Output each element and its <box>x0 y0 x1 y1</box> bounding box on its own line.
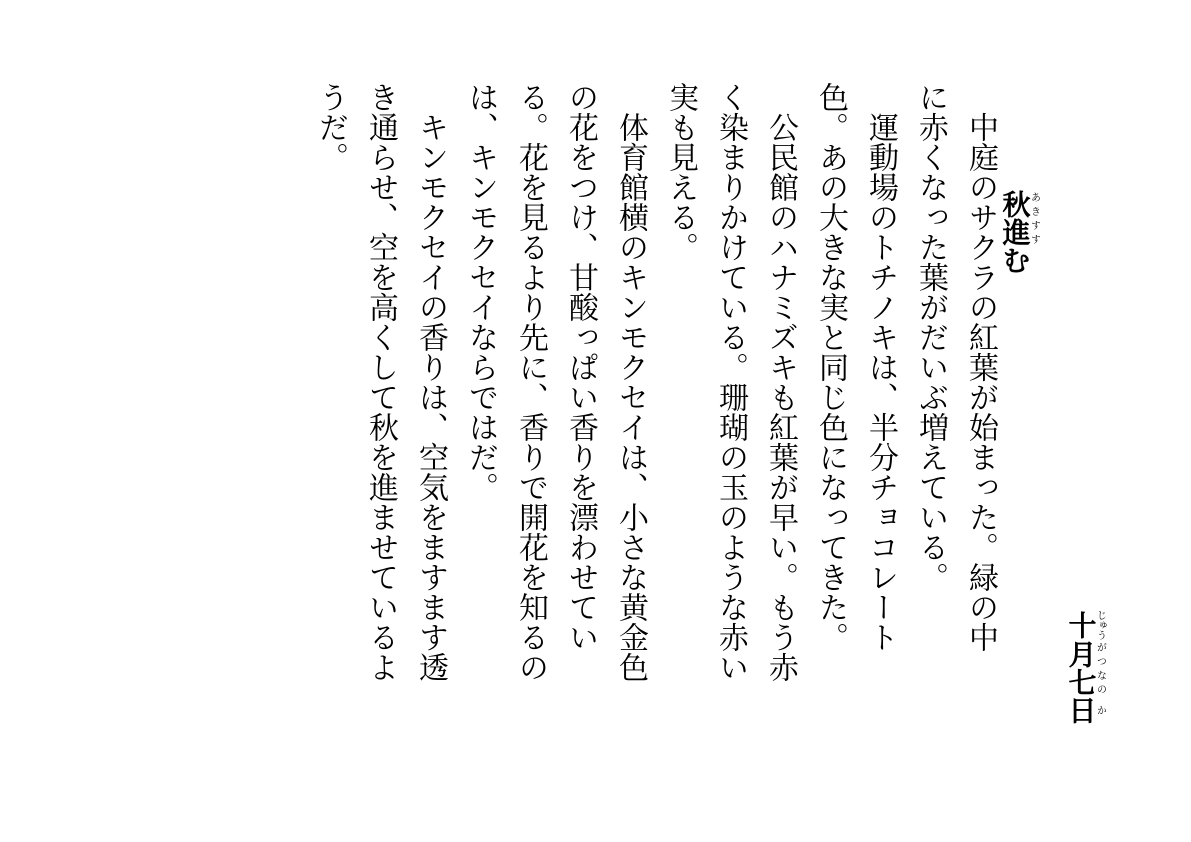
paragraph-1 <box>905 82 1005 782</box>
text-line: の花をつけ、甘酸っぱい香りを漂わせてい <box>563 82 598 652</box>
paragraph-5 <box>305 82 455 782</box>
date-month: 月がつ <box>1064 640 1106 668</box>
text-line: は、キンモクセイならではだ。 <box>463 82 498 502</box>
text-line: 実も見える。 <box>663 82 698 262</box>
text-line: うだ。 <box>313 82 348 172</box>
text-line: 運動場のトチノキは、半分チョコレート <box>863 112 898 652</box>
text-line: 公民館のハナミズキも紅葉が早い。もう赤 <box>763 112 798 682</box>
text-line: き通らせ、空を高くして秋を進ませているよ <box>363 82 398 682</box>
date-seven: 七なの <box>1064 668 1106 696</box>
paragraph-4 <box>455 82 655 782</box>
title-char-susu: 進すす <box>998 218 1040 246</box>
text-line: る。花を見るより先に、香りで開花を知るの <box>513 82 548 682</box>
date-day: 日か <box>1064 696 1106 724</box>
text-line: 体育館横のキンモクセイは、小さな黄金色 <box>613 112 648 682</box>
text-line: に赤くなった葉がだいぶ増えている。 <box>913 82 948 592</box>
body-text <box>245 82 1005 782</box>
paragraph-2 <box>805 82 905 782</box>
text-line: 中庭のサクラの紅葉が始まった。緑の中 <box>963 112 998 652</box>
text-line: く染まりかけている。珊瑚の玉のような赤い <box>713 82 748 682</box>
paragraph-3 <box>655 82 805 782</box>
text-line: 色。あの大きな実と同じ色になってきた。 <box>813 82 848 652</box>
date-label <box>1064 610 1106 724</box>
text-line: キンモクセイの香りは、空気をますます透 <box>413 112 448 682</box>
title-tail: む <box>998 246 1032 274</box>
date-ten: 十じゅう <box>1064 610 1106 640</box>
title-char-aki: 秋あき <box>998 190 1040 218</box>
